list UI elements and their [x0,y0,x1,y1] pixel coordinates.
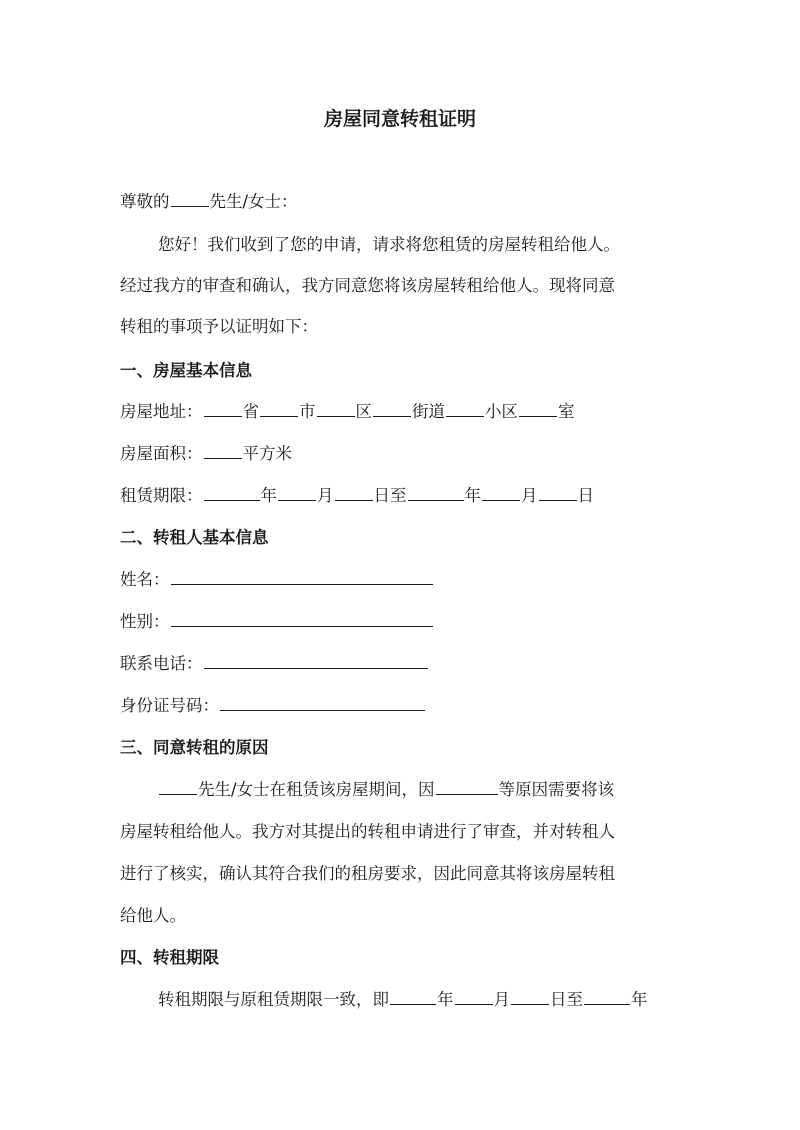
area-label: 房屋面积： [120,444,203,463]
reason-line-3: 进行了核实，确认其符合我们的租房要求，因此同意其将该房屋转租 [120,864,615,883]
end-year-blank[interactable] [408,482,464,501]
lease-label: 租赁期限： [120,486,203,505]
unit-room: 室 [558,402,575,421]
salutation-prefix: 尊敬的 [120,192,170,211]
field-id-blank[interactable] [220,692,425,711]
section-4-heading: 四、转租期限 [120,948,219,967]
end-month-blank[interactable] [482,482,520,501]
name-blank[interactable] [171,188,209,207]
area-row [120,440,292,468]
start-year-blank[interactable] [204,482,260,501]
area-blank[interactable] [204,440,242,459]
area-unit: 平方米 [242,444,292,463]
term-end-year-blank[interactable] [584,986,630,1005]
term-line [158,986,648,1014]
intro-line-3: 转租的事项予以证明如下： [120,317,318,336]
term-unit-day-to: 日至 [550,990,583,1009]
field-gender-row [120,608,434,636]
reason-text-a: 先生/女士在租赁该房屋期间，因 [198,780,435,799]
section-3-heading: 三、同意转租的原因 [120,738,269,757]
address-row [120,398,575,426]
unit-day-end: 日 [577,486,594,505]
address-label: 房屋地址： [120,402,203,421]
city-blank[interactable] [260,398,298,417]
end-day-blank[interactable] [539,482,577,501]
field-gender-label: 性别： [120,612,170,631]
term-start-month-blank[interactable] [455,986,493,1005]
field-id-label: 身份证号码： [120,696,219,715]
field-phone-blank[interactable] [204,650,428,669]
community-blank[interactable] [446,398,484,417]
field-name-label: 姓名： [120,570,170,589]
province-blank[interactable] [204,398,242,417]
salutation [120,188,298,216]
unit-city: 市 [299,402,316,421]
term-unit-month: 月 [493,990,510,1009]
lease-row [120,482,594,510]
field-name-row [120,566,434,594]
term-text: 转租期限与原租赁期限一致，即 [158,990,389,1009]
room-blank[interactable] [519,398,557,417]
field-phone-label: 联系电话： [120,654,203,673]
unit-year-end: 年 [464,486,481,505]
reason-text-b: 等原因需要将该 [498,780,615,799]
section-2-heading: 二、转租人基本信息 [120,528,269,547]
unit-community: 小区 [485,402,518,421]
term-start-year-blank[interactable] [390,986,436,1005]
section-1-heading: 一、房屋基本信息 [120,361,252,380]
term-start-day-blank[interactable] [511,986,549,1005]
start-day-blank[interactable] [335,482,373,501]
unit-month: 月 [317,486,334,505]
field-phone-row [120,650,429,678]
start-month-blank[interactable] [278,482,316,501]
unit-month-end: 月 [521,486,538,505]
reason-blank[interactable] [436,776,498,795]
salutation-suffix: 先生/女士： [209,192,298,211]
term-unit-year: 年 [437,990,454,1009]
reason-line-1 [158,776,614,804]
unit-province: 省 [242,402,259,421]
field-name-blank[interactable] [171,566,433,585]
field-gender-blank[interactable] [171,608,433,627]
reason-line-4: 给他人。 [120,906,186,925]
unit-street: 街道 [412,402,445,421]
reason-name-blank[interactable] [159,776,197,795]
term-unit-year-end: 年 [631,990,648,1009]
unit-district: 区 [355,402,372,421]
intro-line-1: 您好！我们收到了您的申请，请求将您租赁的房屋转租给他人。 [158,235,620,254]
reason-line-2: 房屋转租给他人。我方对其提出的转租申请进行了审查，并对转租人 [120,822,615,841]
district-blank[interactable] [317,398,355,417]
unit-year: 年 [260,486,277,505]
unit-day-to: 日至 [373,486,407,505]
street-blank[interactable] [373,398,411,417]
field-id-row [120,692,426,720]
document-title: 房屋同意转租证明 [323,108,476,130]
intro-line-2: 经过我方的审查和确认，我方同意您将该房屋转租给他人。现将同意 [120,276,615,295]
